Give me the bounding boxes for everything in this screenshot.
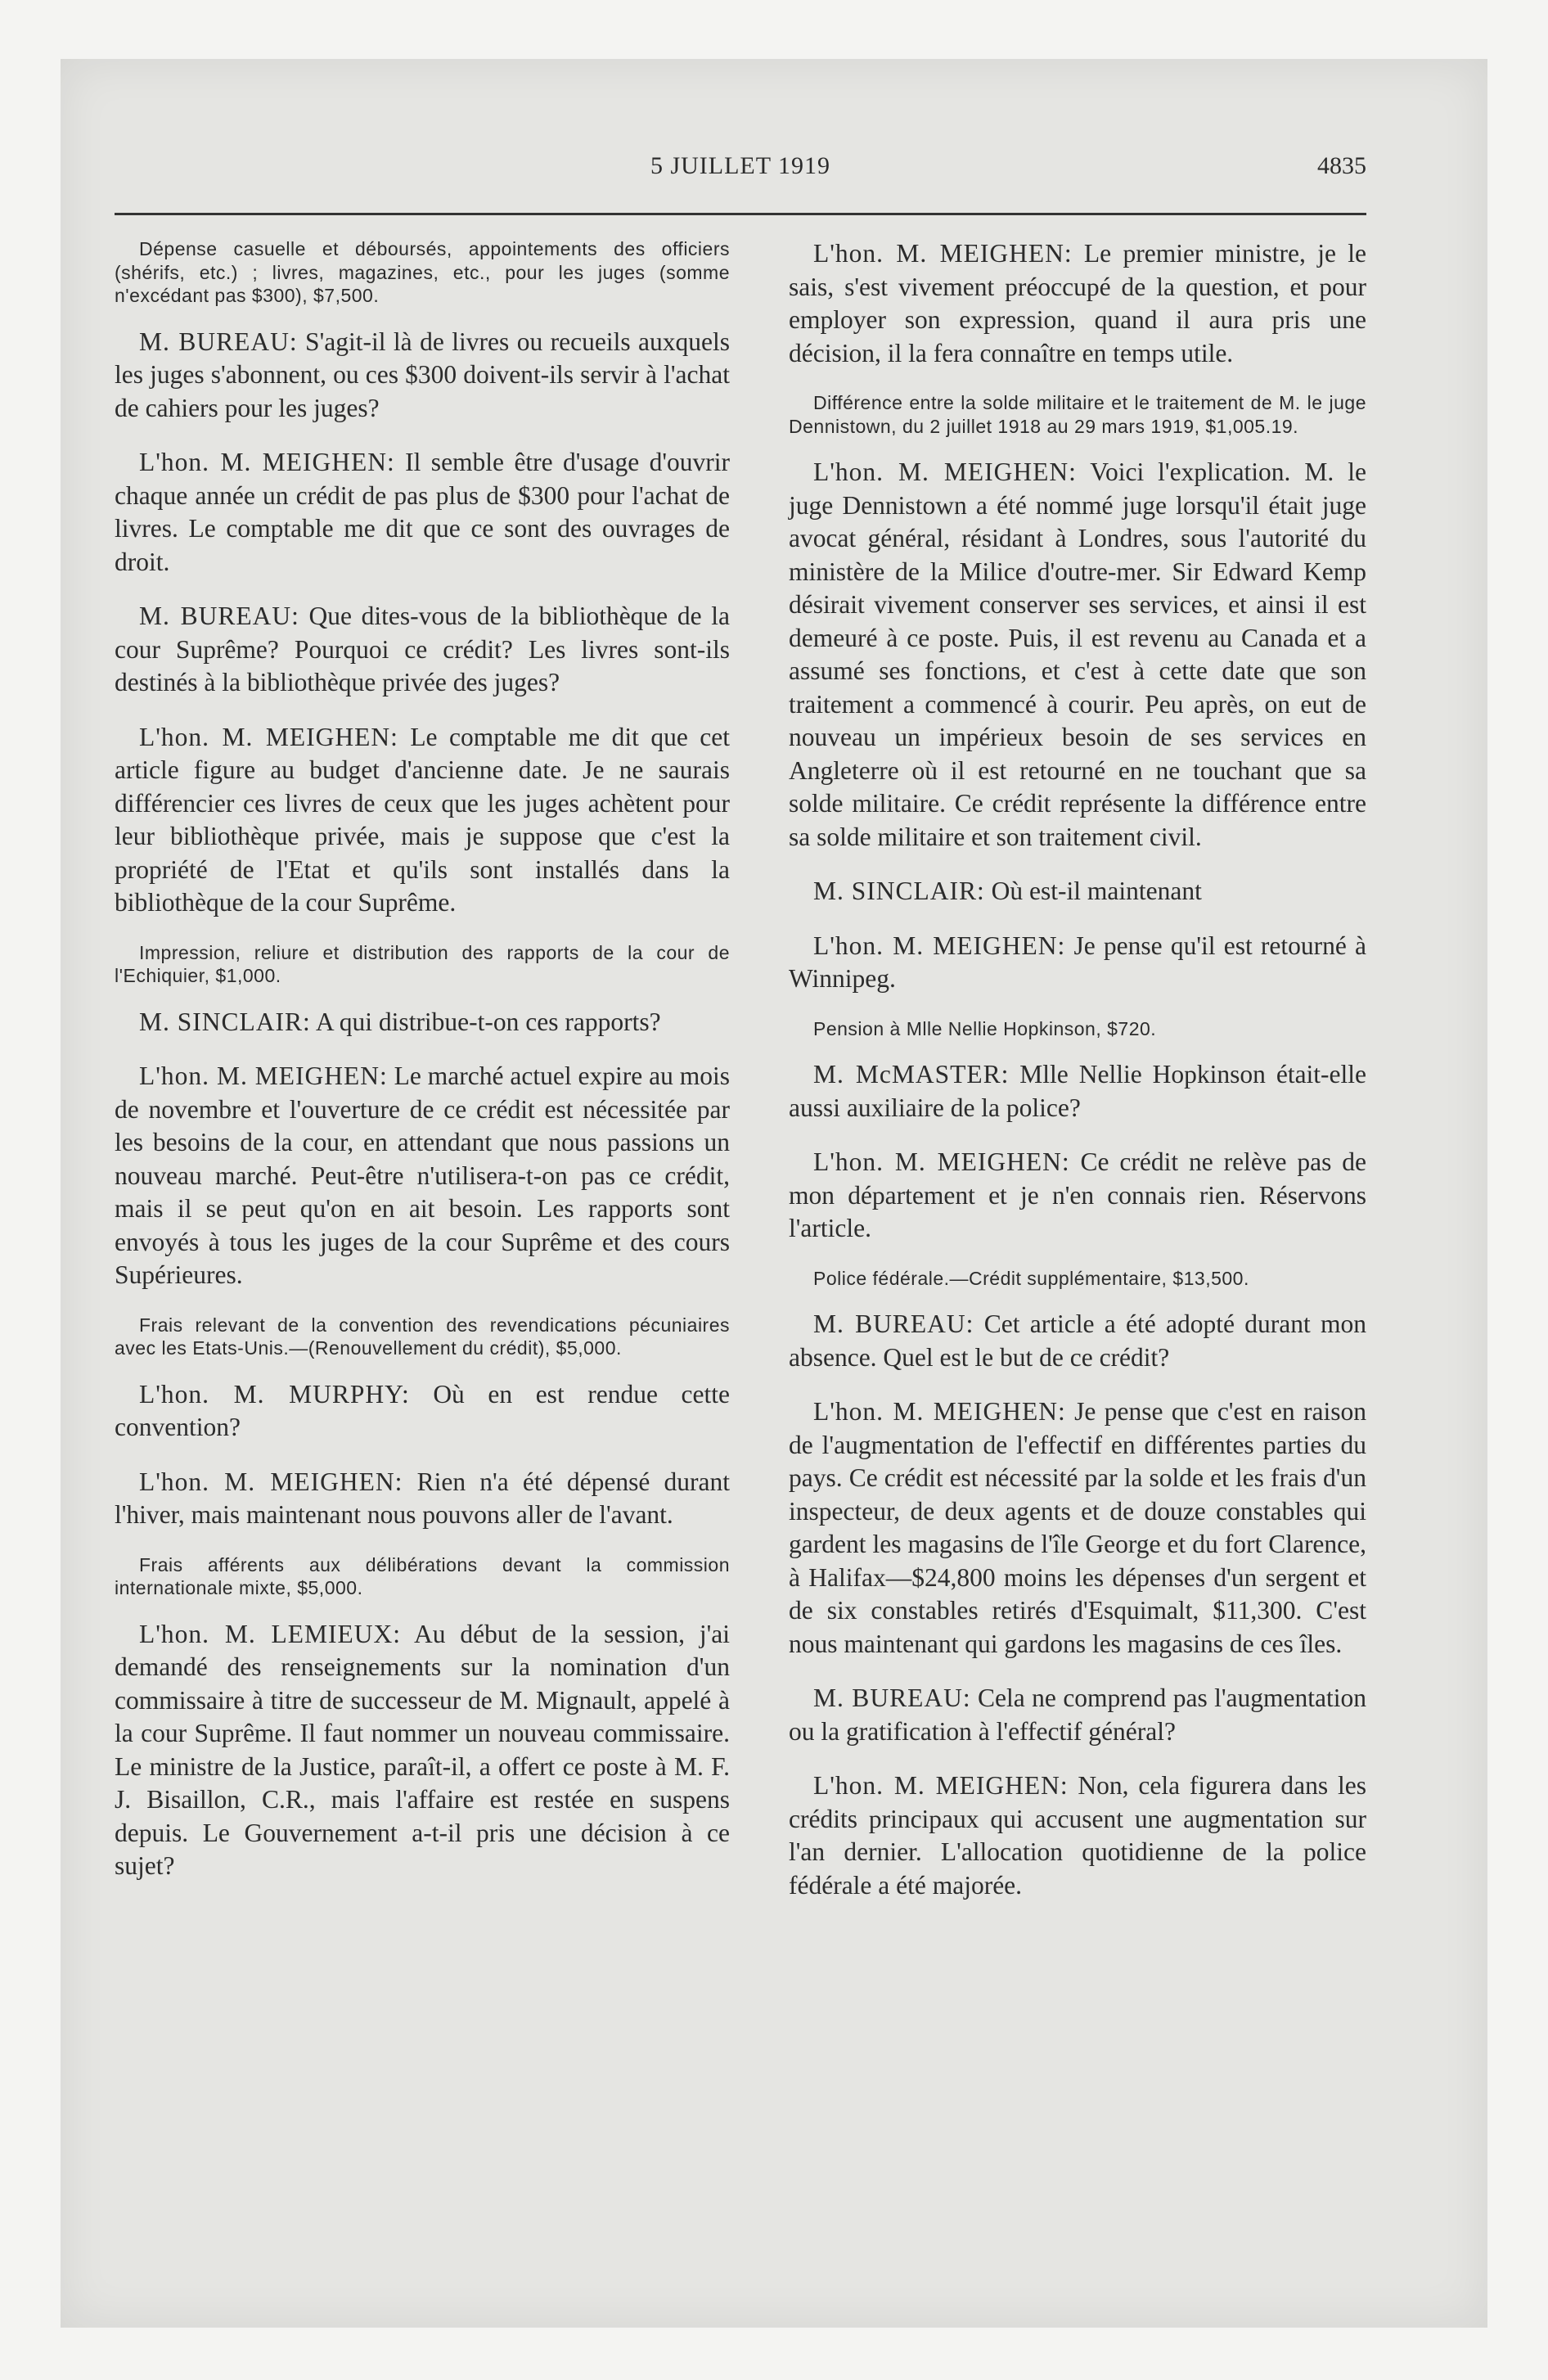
budget-item: Police fédérale.—Crédit supplémentaire, $13,500.	[813, 1267, 1249, 1289]
right-column	[789, 237, 1366, 1923]
budget-item: Pension à Mlle Nellie Hopkinson, $720.	[813, 1017, 1157, 1039]
speech-paragraph	[789, 930, 1366, 996]
speech-paragraph	[115, 600, 730, 700]
budget-item: Frais relevant de la convention des revendications pécuniaires avec les Etats-Unis.—(Renouvellement du crédit), $5,000.	[115, 1314, 730, 1359]
speech-text: Où en est rendue cette convention?	[115, 1379, 730, 1441]
header-rule	[115, 213, 1366, 215]
speech-text: Il semble être d'usage d'ouvrir chaque année un crédit de pas plus de $300 pour l'achat de livres. Le comptable me dit que ce sont des ouvrages de droit.	[115, 448, 731, 576]
speaker-name: M. SINCLAIR:	[139, 1007, 311, 1036]
speaker-name: M. BUREAU:	[813, 1684, 971, 1712]
left-column	[115, 237, 730, 1904]
speech-paragraph	[115, 1466, 730, 1532]
speech-text: Que dites-vous de la bibliothèque de la cour Suprême? Pourquoi ce crédit? Les livres sont-ils destinés à la bibliothèque privée des juges?	[115, 602, 730, 696]
page-number: 4835	[1317, 152, 1366, 179]
speech-paragraph	[789, 237, 1366, 370]
speaker-name: L'hon. M. LEMIEUX:	[139, 1619, 401, 1648]
speech-paragraph	[789, 1058, 1366, 1125]
speech-text: Le marché actuel expire au mois de novembre et l'ouverture de ce crédit est nécessitée par les besoins de la cour, en attendant que nous passions un nouveau marché. Peut-être n'utilisera-t-on pas ce crédit, mais il se peut qu'on en ait besoin. Les rapports sont envoyés à tous les juges de la cour Suprême et des cours Supérieures.	[115, 1062, 731, 1289]
speaker-name: L'hon. M. MURPHY:	[139, 1379, 410, 1409]
speaker-name: M. McMASTER:	[813, 1060, 1010, 1089]
budget-item: Différence entre la solde militaire et le traitement de M. le juge Dennistown, du 2 juillet 1918 au 29 mars 1919, $1,005.19.	[789, 392, 1366, 437]
speech-text: Au début de la session, j'ai demandé des renseignements sur la nomination d'un commissaire à titre de successeur de M. Mignault, appelé à la cour Suprême. Il faut nommer un nouveau commissaire. Le ministre de la Justice, paraît-il, a offert ce poste à M. F. J. Bisaillon, C.R., mais l'affaire est restée en suspens depuis. Le Gouvernement a-t-il pris une décision à ce sujet?	[115, 1619, 730, 1880]
budget-item: Dépense casuelle et déboursés, appointements des officiers (shérifs, etc.) ; livres, magazines, etc., pour les juges (somme n'excédant pas $300), $7,500.	[115, 238, 730, 306]
speech-paragraph	[115, 721, 730, 920]
speech-paragraph	[115, 1006, 730, 1039]
budget-item: Impression, reliure et distribution des rapports de la cour de l'Echiquier, $1,000.	[115, 941, 730, 986]
speaker-name: L'hon. M. MEIGHEN:	[813, 239, 1073, 268]
speaker-name: L'hon. M. MEIGHEN:	[139, 1062, 388, 1090]
speaker-name: L'hon. M. MEIGHEN:	[813, 931, 1066, 960]
speech-text: Je pense que c'est en raison de l'augmentation de l'effectif en différentes parties du pays. Ce crédit est nécessité par la solde et les frais d'un inspecteur, de deux agents et de douze constables qui gardent les magasins de l'île George et du fort Clarence, à Halifax—$24,800 moins les dépenses d'un sergent et de six constables retirés d'Esquimalt, $11,300. C'est nous maintenant qui gardons les magasins de ces îles.	[789, 1397, 1367, 1658]
speech-paragraph	[115, 326, 730, 426]
speaker-name: M. BUREAU:	[813, 1309, 974, 1338]
speech-text: Rien n'a été dépensé durant l'hiver, mais maintenant nous pouvons aller de l'avant.	[115, 1467, 731, 1529]
speaker-name: M. SINCLAIR:	[813, 877, 985, 905]
speaker-name: L'hon. M. MEIGHEN:	[813, 1397, 1066, 1426]
speaker-name: L'hon. M. MEIGHEN:	[139, 722, 398, 751]
speaker-name: M. BUREAU:	[139, 327, 298, 356]
speech-text: A qui distribue-t-on ces rapports?	[315, 1007, 661, 1036]
speaker-name: L'hon. M. MEIGHEN:	[813, 458, 1077, 486]
speaker-name: L'hon. M. MEIGHEN:	[813, 1147, 1070, 1176]
speech-paragraph	[115, 1618, 730, 1883]
speech-text: Non, cela figurera dans les crédits principaux qui accusent une augmentation sur l'an dernier. L'allocation quotidienne de la police fédérale a été majorée.	[789, 1771, 1367, 1900]
speech-paragraph	[789, 1395, 1366, 1661]
speaker-name: L'hon. M. MEIGHEN:	[813, 1771, 1069, 1800]
speaker-name: M. BUREAU:	[139, 602, 299, 630]
speech-text: S'agit-il là de livres ou recueils auxquels les juges s'abonnent, ou ces $300 doivent-ils servir à l'achat de cahiers pour les juges?	[115, 327, 730, 422]
speech-text: Où est-il maintenant	[991, 877, 1202, 905]
speech-text: Cet article a été adopté durant mon absence. Quel est le but de ce crédit?	[789, 1309, 1366, 1372]
speech-text: Le comptable me dit que cet article figure au budget d'ancienne date. Je ne saurais différencier ces livres de ceux que les juges achètent pour leur bibliothèque privée, mais je suppose que c'est la propriété de l'Etat et qu'ils sont installés dans la bibliothèque de la cour Suprême.	[115, 722, 730, 917]
speech-text: Je pense qu'il est retourné à Winnipeg.	[789, 931, 1367, 993]
speech-text: Le premier ministre, je le sais, s'est vivement préoccupé de la question, et pour employer son expression, quand il aura pris une décision, il la fera connaître en temps utile.	[789, 239, 1367, 367]
speech-text: Mlle Nellie Hopkinson était-elle aussi auxiliaire de la police?	[789, 1060, 1367, 1122]
speech-paragraph	[789, 456, 1366, 854]
speech-paragraph	[789, 1682, 1366, 1748]
speech-paragraph	[789, 1146, 1366, 1246]
speech-text: Voici l'explication. M. le juge Dennistown a été nommé juge lorsqu'il était juge avocat général, résidant à Londres, sous l'autorité du ministère de la Milice d'outre-mer. Sir Edward Kemp désirait vivement conserver ses services, et ainsi il est demeuré à ce poste. Puis, il est revenu au Canada et a assumé ses fonctions, et c'est à cette date que son traitement a commencé à courir. Peu après, on eut de nouveau un impérieux besoin de ses services en Angleterre où il est retourné en ne touchant que sa solde militaire. Ce crédit représente la différence entre sa solde militaire et son traitement civil.	[789, 458, 1367, 851]
speech-paragraph	[115, 446, 730, 579]
speech-text: Cela ne comprend pas l'augmentation ou la gratification à l'effectif général?	[789, 1684, 1367, 1746]
speaker-name: L'hon. M. MEIGHEN:	[139, 448, 395, 476]
speech-paragraph	[789, 1769, 1366, 1902]
speaker-name: L'hon. M. MEIGHEN:	[139, 1467, 403, 1496]
header-date: 5 JUILLET 1919	[650, 152, 831, 179]
speech-paragraph	[115, 1060, 730, 1292]
speech-paragraph	[789, 1308, 1366, 1374]
page-header	[115, 152, 1366, 201]
speech-paragraph	[115, 1378, 730, 1445]
speech-text: Ce crédit ne relève pas de mon département et je n'en connais rien. Réservons l'article.	[789, 1147, 1366, 1242]
speech-paragraph	[789, 875, 1366, 908]
budget-item: Frais afférents aux délibérations devant la commission internationale mixte, $5,000.	[115, 1553, 730, 1598]
